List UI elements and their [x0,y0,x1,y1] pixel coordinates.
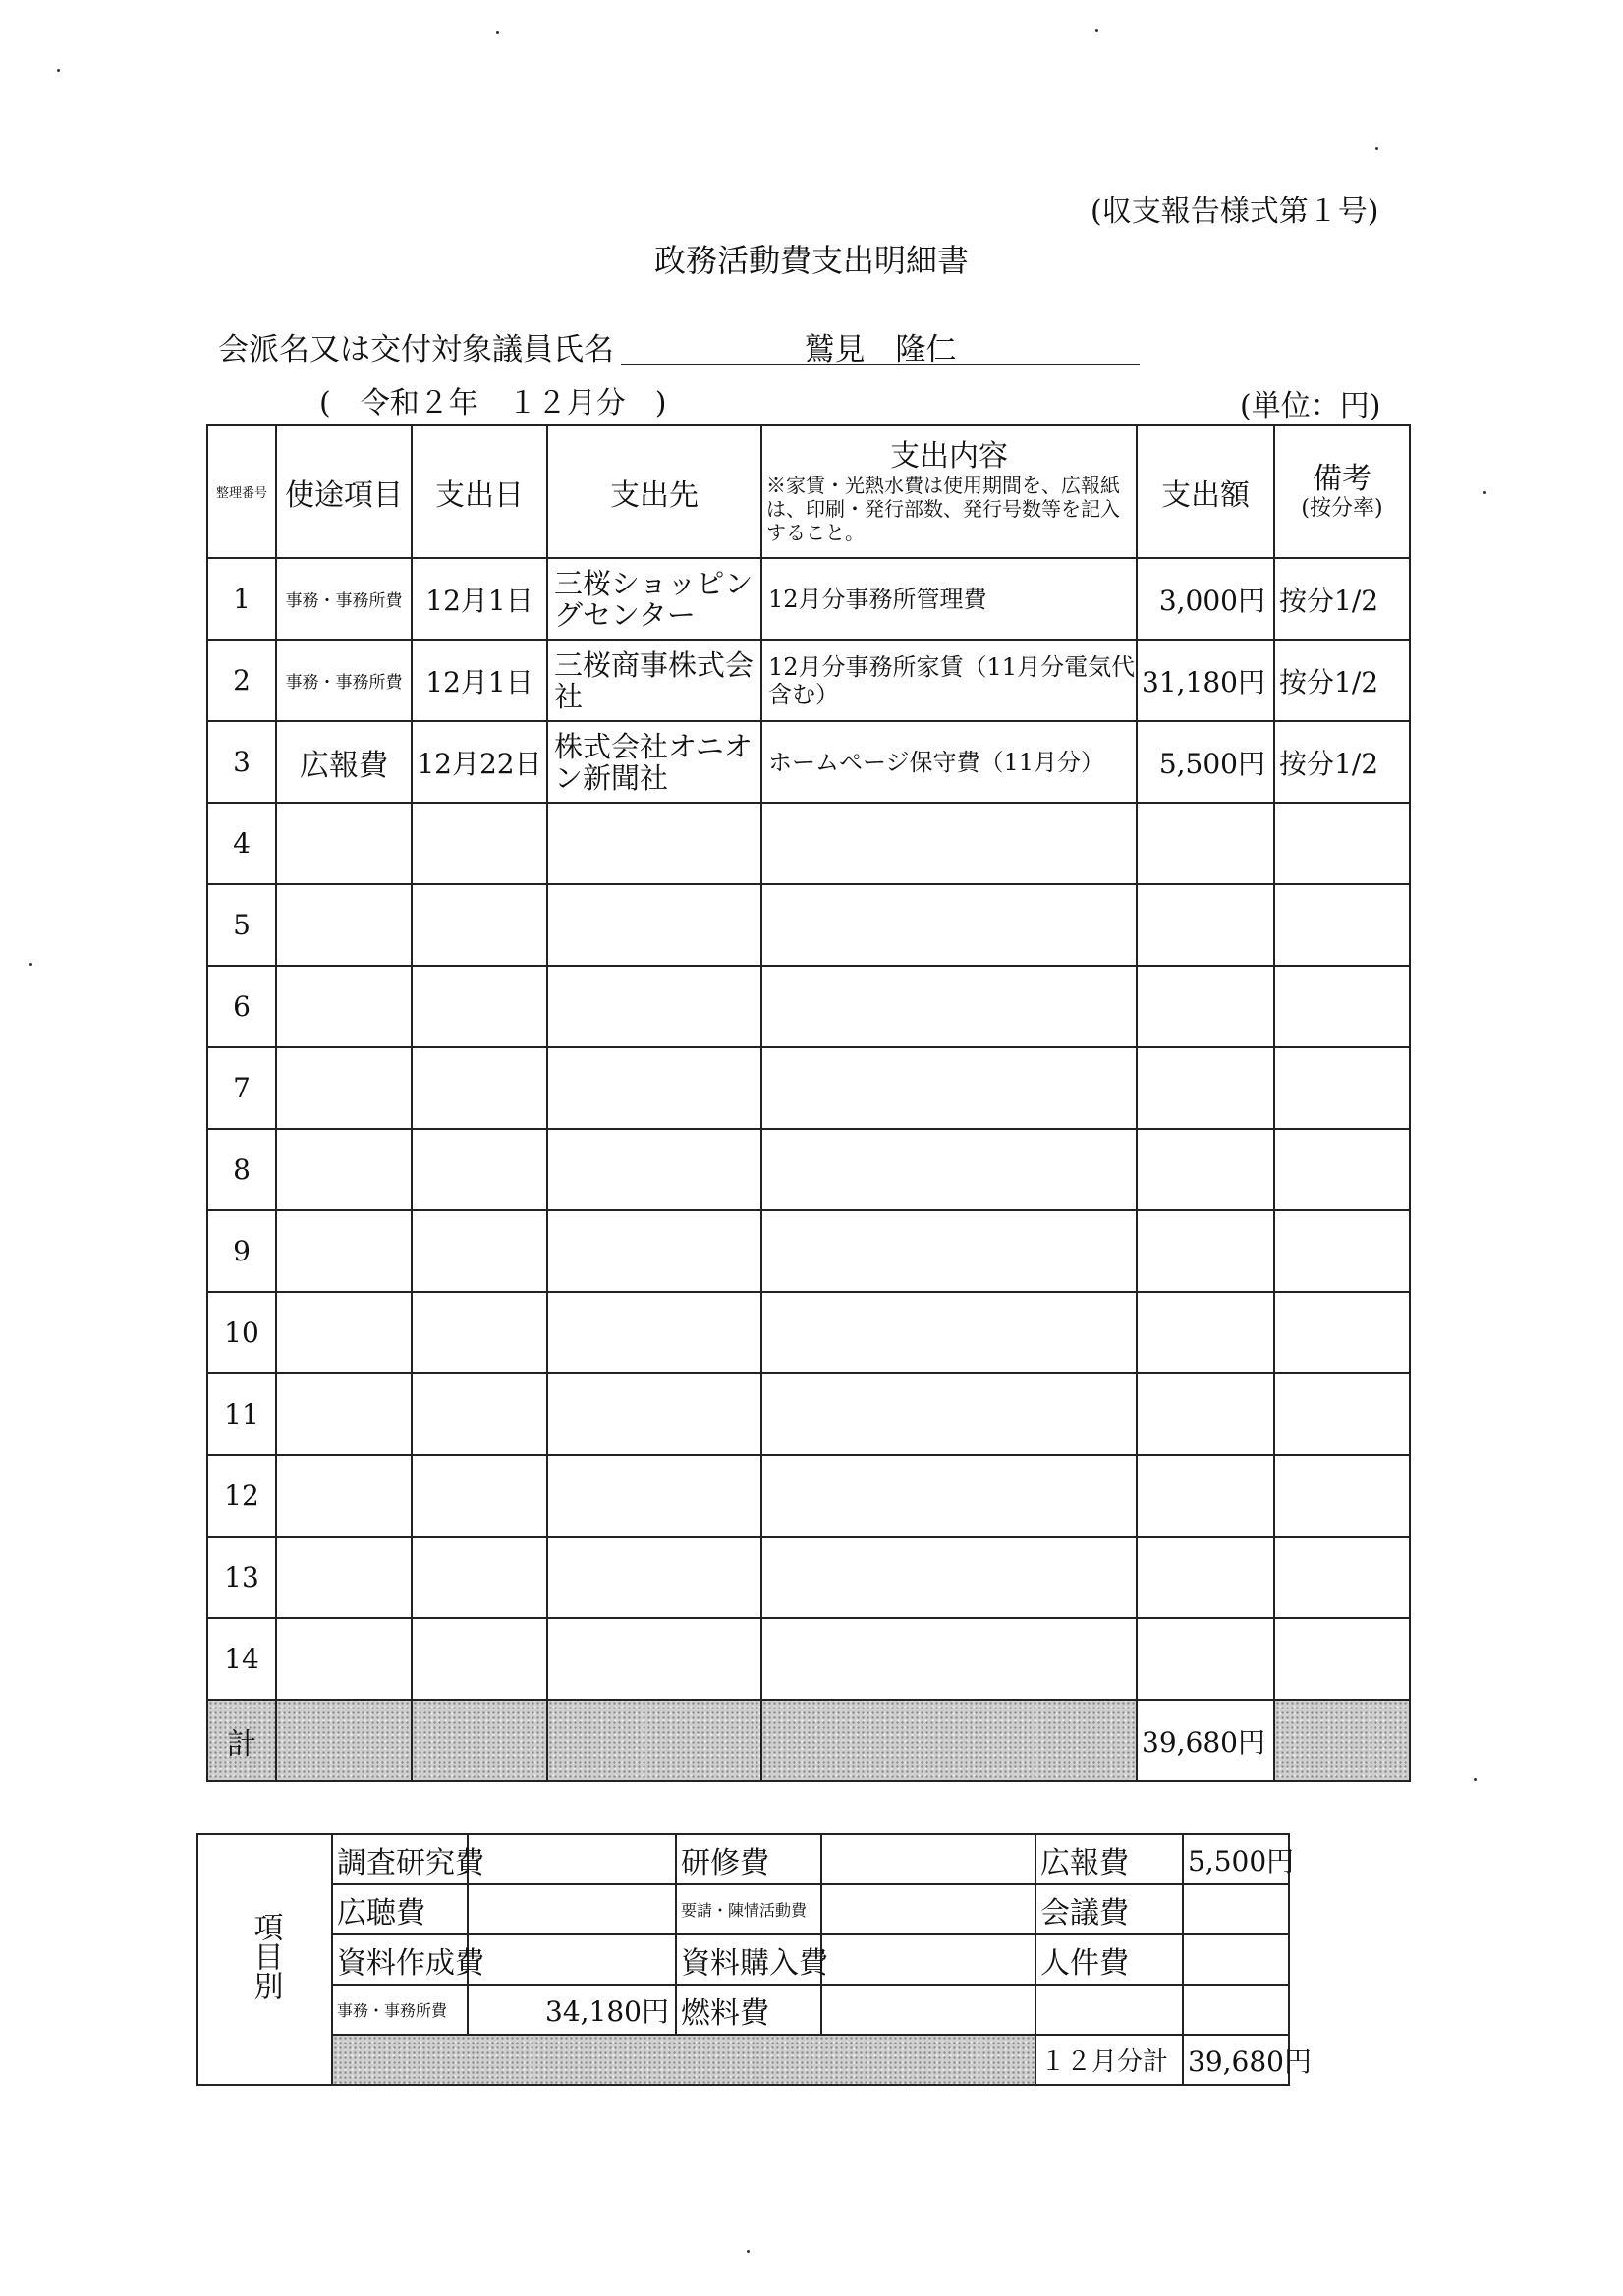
row-payee [547,1047,761,1129]
row-payee [547,1129,761,1210]
side-label-text: 項目別 [248,1911,283,2000]
summary-item-label: 会議費 [1036,1885,1183,1933]
summary-row [197,1884,1402,1934]
row-category [276,1210,412,1292]
month-total-label: １２月分計 [1036,2036,1183,2084]
summary-item-value [468,1834,676,1884]
table-row [207,1455,1410,1537]
scan-speck [57,69,60,72]
row-number: 11 [207,1373,276,1455]
row-amount: 3,000円 [1137,558,1274,640]
table-row [207,1129,1410,1210]
row-content [761,1373,1137,1455]
row-remarks: 按分1/2 [1274,640,1410,721]
row-amount [1137,1292,1274,1373]
scan-speck [1483,491,1486,494]
summary-item-value [821,1934,1035,1985]
table-row [207,558,1410,640]
row-category [276,1373,412,1455]
summary-item-label: 事務・事務所費 [332,1985,468,2035]
row-date [412,1129,547,1210]
row-category: 事務・事務所費 [276,558,412,640]
scan-speck [29,963,32,966]
summary-item-value [821,1884,1035,1934]
blank-cell [1036,1986,1183,2034]
row-payee: 三桜商事株式会社 [547,640,761,721]
summary-row [197,1985,1402,2035]
row-remarks: 按分1/2 [1274,558,1410,640]
table-row [207,1292,1410,1373]
row-date: 12月22日 [412,721,547,803]
row-date [412,803,547,884]
row-category [276,1129,412,1210]
row-amount [1137,1455,1274,1537]
row-content [761,1537,1137,1618]
row-remarks [1274,1618,1410,1700]
row-amount [1137,1210,1274,1292]
scan-speck [1375,147,1378,150]
row-category: 事務・事務所費 [276,640,412,721]
row-payee [547,884,761,966]
row-remarks [1274,1210,1410,1292]
row-date: 12月1日 [412,558,547,640]
row-number: 14 [207,1618,276,1700]
row-payee [547,1618,761,1700]
table-row [207,803,1410,884]
row-amount: 5,500円 [1137,721,1274,803]
summary-row [197,1834,1402,1884]
row-date [412,1373,547,1455]
table-header-row [207,425,1410,558]
col-header-payee: 支出先 [547,425,761,558]
row-amount [1137,1618,1274,1700]
col-header-no: 整理番号 [207,425,276,558]
scan-speck [747,2250,750,2253]
row-number: 13 [207,1537,276,1618]
row-remarks [1274,1537,1410,1618]
summary-item-value [1183,1935,1288,1984]
row-category [276,803,412,884]
row-content [761,966,1137,1047]
row-payee [547,1210,761,1292]
member-name: 鷲見 隆仁 [804,332,957,367]
table-row [207,884,1410,966]
row-number: 9 [207,1210,276,1292]
summary-item-label: 資料購入費 [676,1934,821,1985]
row-remarks [1274,884,1410,966]
scan-speck [1474,1778,1477,1781]
name-row [218,324,1142,369]
summary-item-value [1183,1885,1288,1933]
row-payee [547,803,761,884]
table-row [207,966,1410,1047]
row-category [276,1455,412,1537]
content-note: ※家賃・光熱水費は使用期間を、広報紙は、印刷・発行部数、発行号数等を記入すること。 [766,473,1120,544]
row-remarks [1274,1455,1410,1537]
row-content: 12月分事務所家賃（11月分電気代含む） [761,640,1137,721]
row-number: 1 [207,558,276,640]
col-header-amount: 支出額 [1137,425,1274,558]
expense-table [206,424,1411,1782]
row-remarks [1274,1047,1410,1129]
row-date [412,1455,547,1537]
row-date: 12月1日 [412,640,547,721]
row-amount [1137,803,1274,884]
summary-item-label: 要請・陳情活動費 [676,1884,821,1934]
category-summary-table [196,1833,1403,2086]
total-amount: 39,680円 [1137,1700,1274,1781]
summary-item-value [468,1934,676,1985]
table-row [207,1373,1410,1455]
row-amount [1137,1537,1274,1618]
row-amount [1137,1129,1274,1210]
form-number: (収支報告様式第１号) [1091,195,1379,229]
row-category [276,1537,412,1618]
remarks-heading: 備考 [1313,461,1371,496]
summary-item-value [821,1985,1035,2035]
row-remarks [1274,803,1410,884]
summary-side-label [197,1834,332,2085]
table-row [207,640,1410,721]
row-date [412,966,547,1047]
row-content [761,1292,1137,1373]
col-header-remarks [1274,425,1410,558]
shaded-cell [412,1700,547,1781]
remarks-subheading: (按分率) [1301,495,1383,521]
row-content [761,1129,1137,1210]
row-number: 6 [207,966,276,1047]
row-amount [1137,1373,1274,1455]
row-content [761,1455,1137,1537]
summary-item-value [468,1884,676,1934]
row-category [276,1618,412,1700]
unit-label: (単位：円) [1240,389,1381,423]
row-payee [547,1373,761,1455]
row-remarks: 按分1/2 [1274,721,1410,803]
name-label: 会派名又は交付対象議員氏名 [218,332,614,367]
summary-pair [1035,1934,1289,1985]
summary-item-value: 34,180円 [468,1985,676,2035]
row-number: 12 [207,1455,276,1537]
shaded-cell [761,1700,1137,1781]
row-category: 広報費 [276,721,412,803]
row-category [276,1292,412,1373]
blank-cell [1183,1986,1288,2034]
summary-item-label: 調査研究費 [332,1834,468,1884]
row-remarks [1274,1373,1410,1455]
report-period: ( 令和２年 １２月分 ) [319,386,667,420]
summary-item-label: 広聴費 [332,1884,468,1934]
table-row [207,721,1410,803]
row-date [412,1618,547,1700]
row-date [412,1292,547,1373]
row-date [412,884,547,966]
table-row [207,1537,1410,1618]
table-row [207,1047,1410,1129]
summary-item-label: 資料作成費 [332,1934,468,1985]
row-number: 10 [207,1292,276,1373]
row-category [276,966,412,1047]
row-payee: 三桜ショッピングセンター [547,558,761,640]
shaded-cell [276,1700,412,1781]
summary-item-value: 5,500円 [1188,1844,1295,1877]
document-title: 政務活動費支出明細書 [653,242,969,279]
month-total-value: 39,680円 [1188,2044,1312,2078]
summary-item-label: 広報費 [1036,1835,1183,1883]
row-number: 2 [207,640,276,721]
table-row [207,1210,1410,1292]
row-amount: 31,180円 [1137,640,1274,721]
row-content [761,1618,1137,1700]
row-remarks [1274,966,1410,1047]
summary-pair [1035,2035,1312,2085]
summary-row [197,1934,1402,1985]
row-payee [547,966,761,1047]
row-number: 7 [207,1047,276,1129]
scan-speck [496,31,499,34]
row-remarks [1274,1129,1410,1210]
row-content [761,884,1137,966]
summary-total-row [197,2035,1402,2085]
shaded-cell [547,1700,761,1781]
row-amount [1137,884,1274,966]
scan-speck [1095,29,1098,32]
row-content: ホームページ保守費（11月分） [761,721,1137,803]
col-header-content [761,425,1137,558]
row-payee [547,1537,761,1618]
row-content [761,1210,1137,1292]
row-number: 5 [207,884,276,966]
col-header-date: 支出日 [412,425,547,558]
shaded-cell [332,2035,1035,2085]
row-content [761,803,1137,884]
summary-item-label: 燃料費 [676,1985,821,2035]
total-row [207,1700,1410,1781]
row-number: 4 [207,803,276,884]
row-category [276,1047,412,1129]
row-remarks [1274,1292,1410,1373]
row-payee: 株式会社オニオン新聞社 [547,721,761,803]
row-content: 12月分事務所管理費 [761,558,1137,640]
row-number: 3 [207,721,276,803]
table-row [207,1618,1410,1700]
summary-item-label: 研修費 [676,1834,821,1884]
summary-item-label: 人件費 [1036,1935,1183,1984]
content-heading: 支出内容 [890,438,1008,474]
col-header-category: 使途項目 [276,425,412,558]
summary-pair [1035,1985,1289,2035]
row-date [412,1537,547,1618]
summary-item-value [821,1834,1035,1884]
summary-pair [1035,1884,1289,1934]
total-label: 計 [207,1700,276,1781]
row-content [761,1047,1137,1129]
row-amount [1137,966,1274,1047]
row-number: 8 [207,1129,276,1210]
row-date [412,1047,547,1129]
row-payee [547,1455,761,1537]
row-payee [547,1292,761,1373]
row-category [276,884,412,966]
summary-pair [1035,1834,1295,1884]
row-amount [1137,1047,1274,1129]
shaded-cell [1274,1700,1410,1781]
row-date [412,1210,547,1292]
